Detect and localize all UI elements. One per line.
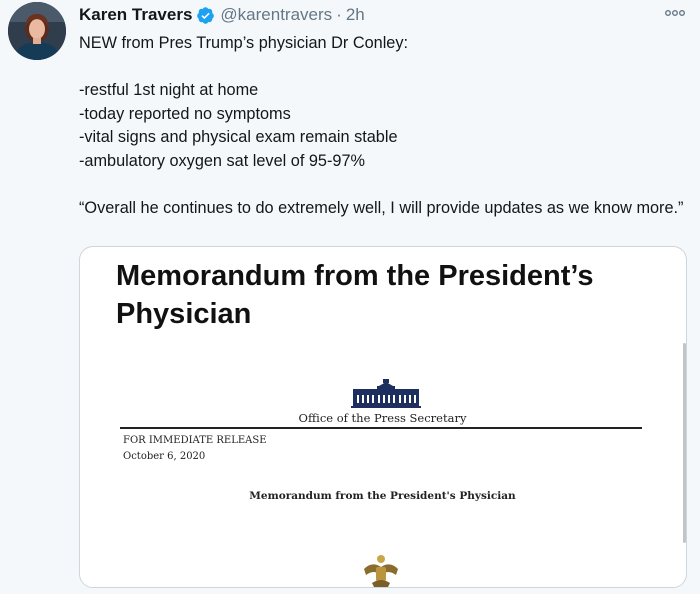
avatar-photo — [8, 2, 66, 60]
scrollbar[interactable] — [683, 343, 686, 543]
media-card[interactable] — [79, 246, 687, 588]
tweet-header — [79, 4, 365, 26]
tweet-text — [79, 32, 691, 220]
author-name[interactable]: Karen Travers — [79, 5, 193, 24]
release-date: October 6, 2020 — [123, 451, 206, 462]
divider — [120, 427, 642, 429]
more-options-icon[interactable] — [664, 5, 686, 21]
verified-badge-icon — [196, 6, 215, 25]
tweet-line: -vital signs and physical exam remain stable — [79, 128, 398, 146]
separator-dot: · — [336, 5, 342, 24]
tweet-line: -today reported no symptoms — [79, 104, 291, 123]
release-block — [123, 433, 267, 465]
tweet-line: “Overall he continues to do extremely well, I will provide updates as we know more.” — [79, 198, 684, 217]
tweet-timestamp[interactable]: 2h — [345, 5, 365, 24]
document-title: Memorandum from the President’s Physician — [116, 260, 594, 330]
white-house-logo-icon — [349, 377, 423, 409]
presidential-seal-icon — [360, 553, 402, 588]
avatar[interactable] — [8, 2, 66, 60]
tweet-line: -restful 1st night at home — [79, 81, 259, 99]
office-label: Office of the Press Secretary — [298, 411, 467, 425]
release-label: FOR IMMEDIATE RELEASE — [123, 435, 267, 446]
more-dots-icon — [664, 8, 686, 18]
memo-subtitle: Memorandum from the President's Physician — [249, 490, 516, 502]
tweet-line: NEW from Pres Trump’s physician Dr Conley: — [79, 34, 409, 52]
author-handle[interactable]: @karentravers — [220, 5, 333, 24]
tweet-line: -ambulatory oxygen sat level of 95-97% — [79, 151, 365, 170]
